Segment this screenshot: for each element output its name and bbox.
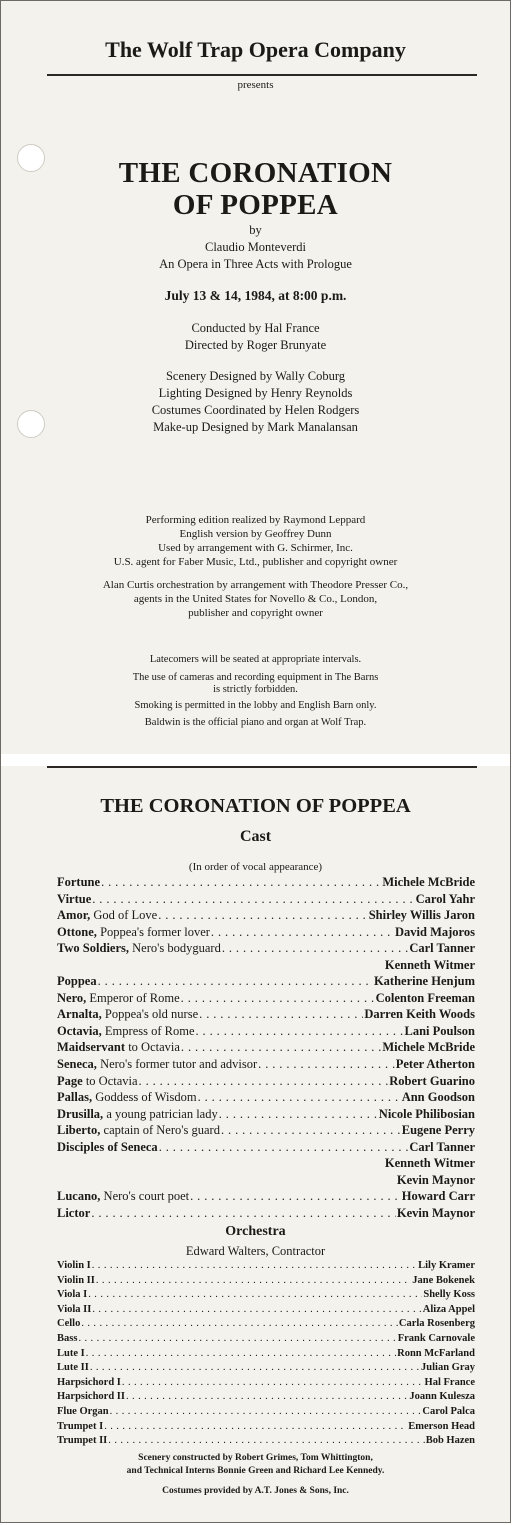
orchestra-row — [57, 1405, 475, 1420]
dot-leader — [199, 1006, 363, 1023]
cast-role — [57, 1006, 198, 1023]
dot-leader — [90, 1361, 420, 1376]
orchestra-row — [57, 1332, 475, 1347]
program-page-1 — [1, 1, 510, 754]
musician: Ronn McFarland — [397, 1347, 475, 1359]
cast-row — [57, 1039, 475, 1056]
dot-leader — [91, 1205, 396, 1222]
conductor-credit: Conducted by Hal France — [191, 321, 320, 335]
makeup-credit: Make-up Designed by Mark Manalansan — [153, 420, 358, 434]
cast-role-description: captain of Nero's guard — [100, 1123, 220, 1138]
cast-row — [57, 990, 475, 1007]
orchestration-line-3: publisher and copyright owner — [188, 607, 323, 619]
notice-cameras-line-2: is strictly forbidden. — [213, 684, 298, 695]
notice-baldwin: Baldwin is the official piano and organ at Wolf Trap. — [144, 717, 367, 728]
dot-leader — [92, 1303, 421, 1318]
cast-performer: Howard Carr — [401, 1189, 475, 1204]
cast-performer: David Majoros — [395, 924, 475, 939]
cast-role-description: to Octavia — [82, 1073, 138, 1088]
dot-leader — [221, 1122, 401, 1139]
dot-leader — [86, 1347, 396, 1362]
page-gap — [1, 754, 510, 766]
scenery-credit: Scenery Designed by Wally Coburg — [165, 369, 346, 383]
cast-performer: Peter Atherton — [395, 1057, 475, 1072]
instrument: Harpsichord II — [57, 1391, 125, 1403]
instrument: Harpsichord I — [57, 1376, 121, 1388]
edition-line-2: English version by Geoffrey Dunn — [179, 528, 332, 540]
musician: Aliza Appel — [422, 1303, 475, 1315]
musician: Emerson Head — [408, 1420, 475, 1432]
cast-role — [57, 1106, 218, 1123]
dot-leader — [92, 1259, 417, 1274]
cast-role-description: Poppea's former lover — [96, 924, 210, 939]
cast-role — [57, 973, 97, 990]
cast-performer: Carl Tanner — [409, 941, 475, 956]
cast-role-description: to Octavia — [125, 1040, 180, 1055]
orchestra-row — [57, 1390, 475, 1405]
scenery-construction-line-1: Scenery constructed by Robert Grimes, Tom Whittington, — [138, 1453, 373, 1463]
musician: Joann Kulesza — [409, 1391, 475, 1403]
cast-additional-performer: Kenneth Witmer — [384, 957, 475, 972]
orchestra-row — [57, 1303, 475, 1318]
cast-role — [57, 1139, 158, 1156]
cast-role-name: Amor, — [57, 908, 91, 923]
musician: Hal France — [424, 1376, 475, 1388]
cast-performer: Kevin Maynor — [396, 1205, 475, 1220]
orchestra-row — [57, 1288, 475, 1303]
cast-role-name: Nero, — [57, 990, 87, 1005]
cast-role-description: Empress of Rome — [101, 1023, 195, 1038]
cast-role-description: Nero's former tutor and advisor — [96, 1057, 258, 1072]
cast-role-name: Disciples of Seneca — [57, 1139, 158, 1154]
cast-performer: Katherine Henjum — [373, 974, 475, 989]
dot-leader — [96, 1274, 411, 1289]
dot-leader — [219, 1106, 378, 1123]
instrument: Trumpet II — [57, 1435, 108, 1447]
cast-role-name: Liberto, — [57, 1123, 101, 1138]
cast-row — [57, 1023, 475, 1040]
cast-row — [57, 924, 475, 941]
opera-title-line-1: THE CORONATION — [118, 157, 393, 189]
cast-performer: Lani Poulson — [404, 1023, 475, 1038]
cast-role-name: Two Soldiers, — [57, 941, 129, 956]
dot-leader — [158, 907, 368, 924]
orchestration-line-1: Alan Curtis orchestration by arrangement with Theodore Presser Co., — [102, 579, 409, 591]
dot-leader — [198, 1089, 401, 1106]
cast-role-description: Poppea's old nurse — [101, 1007, 199, 1022]
instrument: Violin I — [57, 1260, 91, 1271]
dot-leader — [126, 1390, 408, 1405]
cast-role-description: a young patrician lady — [103, 1106, 218, 1121]
edition-line-4: U.S. agent for Faber Music, Ltd., publisher and copyright owner — [113, 556, 398, 568]
cast-row — [57, 1188, 475, 1205]
scenery-construction-line-2: and Technical Interns Bonnie Green and Richard Lee Kennedy. — [126, 1466, 385, 1476]
cast-role-name: Virtue — [57, 891, 92, 906]
composer: Claudio Monteverdi — [204, 240, 307, 254]
cast-role-name: Lucano, — [57, 1189, 101, 1204]
cast-role-name: Arnalta, — [57, 1007, 102, 1022]
orchestra-row — [57, 1274, 475, 1289]
cast-role — [57, 1089, 197, 1106]
dot-leader — [92, 891, 414, 908]
cast-row — [57, 940, 475, 957]
cast-heading: Cast — [239, 828, 272, 845]
cast-performer: Robert Guarino — [389, 1073, 475, 1088]
dot-leader — [181, 1039, 381, 1056]
cast-row — [57, 1205, 475, 1222]
cast-role-name: Seneca, — [57, 1057, 97, 1072]
program-page-2 — [1, 766, 510, 1522]
orchestra-row — [57, 1420, 475, 1435]
lighting-credit: Lighting Designed by Henry Reynolds — [158, 386, 353, 400]
performance-dates: July 13 & 14, 1984, at 8:00 p.m. — [164, 288, 347, 303]
dot-leader — [139, 1073, 389, 1090]
cast-row — [57, 1073, 475, 1090]
dot-leader — [196, 1023, 404, 1040]
instrument: Cello — [57, 1318, 81, 1330]
dot-leader — [104, 1420, 407, 1435]
cast-performer: Carol Yahr — [415, 891, 475, 906]
cast-row — [57, 1122, 475, 1139]
cast-list — [57, 874, 475, 1221]
cast-additional-performer: Kevin Maynor — [396, 1172, 475, 1187]
cast-row — [57, 1139, 475, 1156]
costumes-credit: Costumes Coordinated by Helen Rodgers — [151, 403, 360, 417]
musician: Carol Palca — [422, 1405, 475, 1417]
instrument: Viola I — [57, 1289, 88, 1301]
instrument: Viola II — [57, 1303, 92, 1315]
presents-label: presents — [237, 79, 274, 91]
cast-role — [57, 874, 100, 891]
cast-row — [57, 1056, 475, 1073]
orchestra-row — [57, 1376, 475, 1391]
cast-role — [57, 1023, 195, 1040]
costume-provider-credit: Costumes provided by A.T. Jones & Sons, Inc. — [162, 1486, 349, 1496]
musician: Lily Kramer — [418, 1260, 475, 1271]
dot-leader — [258, 1056, 395, 1073]
cast-row — [57, 973, 475, 990]
cast-additional-performer: Kenneth Witmer — [384, 1156, 475, 1171]
musician: Jane Bokenek — [412, 1274, 475, 1286]
orchestra-row — [57, 1434, 475, 1449]
orchestra-list — [57, 1259, 475, 1449]
cast-performer: Darren Keith Woods — [364, 1007, 475, 1022]
cast-role — [57, 1073, 138, 1090]
dot-leader — [159, 1139, 409, 1156]
musician: Carla Rosenberg — [398, 1318, 475, 1330]
musician: Bob Hazen — [425, 1435, 475, 1447]
cast-role-description: Emperor of Rome — [86, 990, 180, 1005]
cast-performer: Eugene Perry — [401, 1123, 475, 1138]
cast-role-name: Maidservant — [57, 1040, 126, 1055]
orchestra-row — [57, 1317, 475, 1332]
instrument: Violin II — [57, 1274, 95, 1286]
cast-row — [57, 1106, 475, 1123]
vocal-order-note: (In order of vocal appearance) — [188, 861, 323, 873]
cast-performer: Nicole Philibosian — [378, 1106, 475, 1121]
cast-role — [57, 1056, 257, 1073]
dot-leader — [101, 874, 381, 891]
cast-role — [57, 924, 210, 941]
dot-leader — [110, 1405, 422, 1420]
orchestration-line-2: agents in the United States for Novello & Co., London, — [133, 593, 378, 605]
opera-title-line-2: OF POPPEA — [172, 189, 339, 221]
edition-line-3: Used by arrangement with G. Schirmer, Inc. — [158, 542, 353, 554]
cast-role — [57, 990, 180, 1007]
cast-role — [57, 1039, 180, 1056]
cast-role-description: Nero's bodyguard — [129, 941, 221, 956]
dot-leader — [78, 1332, 396, 1347]
cast-performer: Ann Goodson — [401, 1090, 475, 1105]
cast-row — [57, 1089, 475, 1106]
cast-role — [57, 907, 157, 924]
orchestra-row — [57, 1259, 475, 1274]
notice-cameras-line-1: The use of cameras and recording equipment in The Barns — [132, 672, 379, 683]
orchestra-heading: Orchestra — [225, 1224, 286, 1239]
musician: Shelly Koss — [423, 1289, 475, 1301]
dot-leader — [88, 1288, 422, 1303]
cast-role — [57, 1205, 90, 1222]
dot-leader — [98, 973, 373, 990]
notice-smoking: Smoking is permitted in the lobby and English Barn only. — [134, 700, 377, 711]
orchestra-row — [57, 1347, 475, 1362]
cast-role — [57, 940, 221, 957]
orchestra-row — [57, 1361, 475, 1376]
cast-page-title: THE CORONATION OF POPPEA — [100, 795, 411, 817]
cast-role — [57, 1122, 220, 1139]
cast-performer: Colenton Freeman — [375, 990, 475, 1005]
cast-row — [57, 874, 475, 891]
opera-subtitle: An Opera in Three Acts with Prologue — [159, 257, 352, 271]
cast-performer: Michele McBride — [382, 875, 475, 889]
dot-leader — [122, 1376, 424, 1391]
contractor-credit: Edward Walters, Contractor — [185, 1244, 326, 1258]
dot-leader — [108, 1434, 424, 1449]
cast-performer: Michele McBride — [382, 1040, 475, 1055]
by-label: by — [249, 223, 262, 237]
dot-leader — [211, 924, 394, 941]
cast-performer: Shirley Willis Jaron — [368, 908, 475, 923]
instrument: Flue Organ — [57, 1405, 109, 1417]
notice-latecomers: Latecomers will be seated at appropriate intervals. — [149, 654, 362, 665]
cast-role-name: Poppea — [57, 974, 97, 989]
cast-row — [57, 907, 475, 924]
cast-role-name: Fortune — [57, 875, 101, 889]
edition-line-1: Performing edition realized by Raymond Leppard — [145, 514, 366, 526]
instrument: Trumpet I — [57, 1420, 104, 1432]
instrument: Lute II — [57, 1362, 89, 1374]
cast-role-description: Goddess of Wisdom — [92, 1090, 197, 1105]
cast-role — [57, 891, 91, 908]
page-2-top-rule — [47, 766, 477, 768]
dot-leader — [190, 1188, 401, 1205]
header-rule — [47, 74, 477, 76]
cast-role-name: Lictor — [57, 1205, 91, 1220]
cast-role-name: Ottone, — [57, 924, 97, 939]
musician: Frank Carnovale — [397, 1332, 475, 1344]
cast-performer: Carl Tanner — [409, 1139, 475, 1154]
cast-role-name: Pallas, — [57, 1090, 93, 1105]
musician: Julian Gray — [421, 1362, 475, 1374]
cast-role-description: God of Love — [90, 908, 158, 923]
cast-row — [57, 891, 475, 908]
cast-role-name: Octavia, — [57, 1023, 102, 1038]
company-name: The Wolf Trap Opera Company — [105, 37, 406, 62]
cast-role-description: Nero's court poet — [100, 1189, 190, 1204]
cast-role-name: Page — [57, 1073, 83, 1088]
dot-leader — [181, 990, 375, 1007]
director-credit: Directed by Roger Brunyate — [184, 338, 327, 352]
cast-row — [57, 1006, 475, 1023]
cast-role-name: Drusilla, — [57, 1106, 104, 1121]
dot-leader — [81, 1317, 398, 1332]
cast-role — [57, 1188, 189, 1205]
instrument: Lute I — [57, 1347, 85, 1359]
dot-leader — [222, 940, 409, 957]
instrument: Bass — [57, 1332, 78, 1344]
